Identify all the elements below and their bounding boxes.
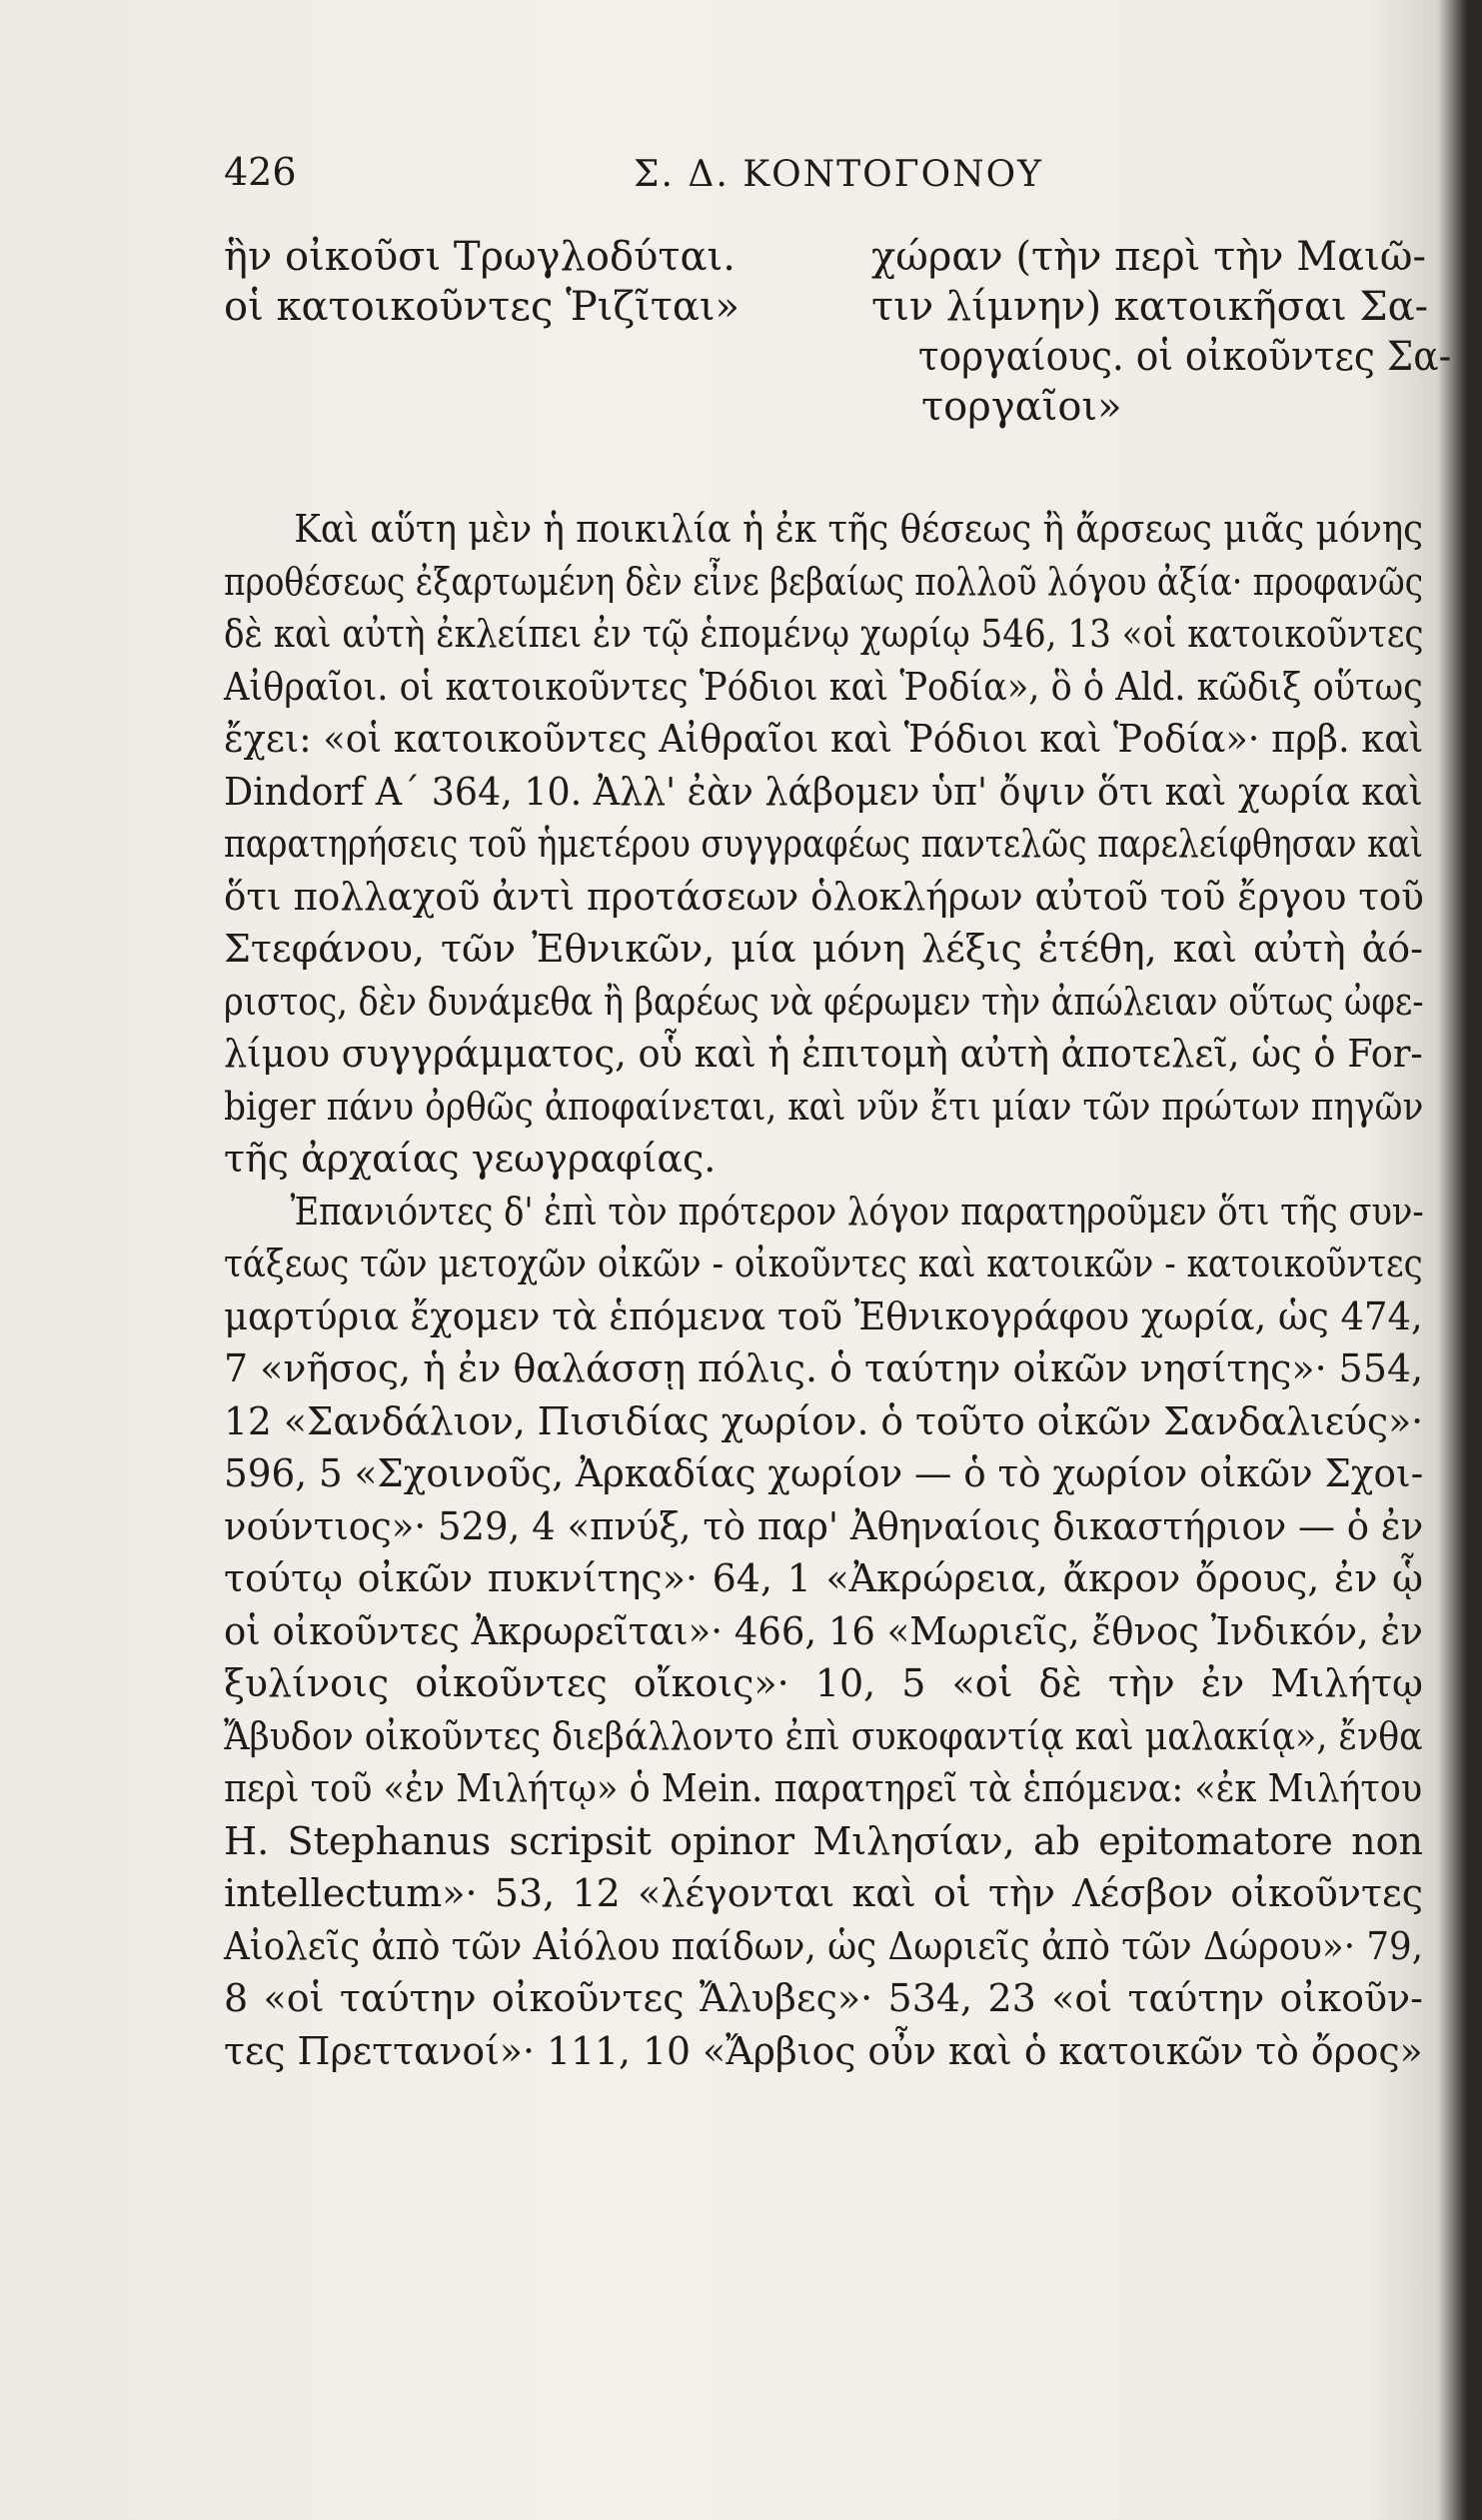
quote-columns — [224, 232, 1452, 482]
text-line: δὲ καὶ αὐτὴ ἐκλείπει ἐν τῷ ἑπομένῳ χωρίῳ 546, 13 «οἱ κατοικοῦντες — [224, 612, 1424, 656]
quote-line: τιν λίμνην) κατοικῆσαι Σα- — [871, 284, 1429, 330]
quote-line: ἣν οἰκοῦσι Τρωγλοδύται. — [224, 234, 736, 280]
running-title: Σ. Δ. ΚΟΝΤΟΓΟΝΟΥ — [634, 154, 1043, 195]
quote-line: οἱ κατοικοῦντες Ῥιζῖται» — [224, 284, 741, 330]
text-line: intellectum»· 53, 12 «λέγονται καὶ οἱ τὴν Λέσβον οἰκοῦντες — [224, 1871, 1423, 1915]
text-line: 7 «νῆσος, ἡ ἐν θαλάσσῃ πόλις. ὁ ταύτην οἰκῶν νησίτης»· 554, — [224, 1346, 1424, 1390]
quote-column-left — [224, 232, 823, 332]
text-line: 8 «οἱ ταύτην οἰκοῦντες Ἄλυβες»· 534, 23 «οἱ ταύτην οἰκοῦν- — [224, 1976, 1423, 2020]
text-line: ἔχει: «οἱ κατοικοῦντες Αἰθραῖοι καὶ Ῥόδιοι καὶ Ῥοδία»· πρβ. καὶ — [224, 717, 1424, 761]
text-line: παρατηρήσεις τοῦ ἡμετέρου συγγραφέως παντελῶς παρελείφθησαν καὶ — [224, 822, 1424, 866]
page-header — [224, 150, 1392, 210]
quote-line: τοργαίους. οἱ οἰκοῦντες Σα- — [917, 334, 1452, 380]
text-line: τάξεως τῶν μετοχῶν οἰκῶν - οἰκοῦντες καὶ κατοικῶν - κατοικοῦντες — [224, 1242, 1423, 1285]
text-line: Στεφάνου, τῶν Ἐθνικῶν, μία μόνη λέξις ἐτέθη, καὶ αὐτὴ ἀό- — [224, 927, 1423, 971]
text-line: ξυλίνοις οἰκοῦντες οἴκοις»· 10, 5 «οἱ δὲ τὴν ἐν Μιλήτῳ — [224, 1661, 1423, 1705]
text-line: οἱ οἰκοῦντες Ἀκρωρεῖται»· 466, 16 «Μωριεῖς, ἔθνος Ἰνδικόν, ἐν — [224, 1608, 1423, 1653]
text-line: τες Πρεττανοί»· 111, 10 «Ἄρβιος οὖν καὶ ὁ κατοικῶν τὸ ὄρος» — [224, 2028, 1423, 2073]
text-line: Ἄβυδον οἰκοῦντες διεβάλλοντο ἐπὶ συκοφαντίᾳ καὶ μαλακίᾳ», ἔνθα — [224, 1713, 1423, 1758]
text-line: λίμου συγγράμματος, οὗ καὶ ἡ ἐπιτομὴ αὐτὴ ἀποτελεῖ, ὡς ὁ For- — [224, 1032, 1423, 1076]
text-line: H. Stephanus scripsit opinor Μιλησίαν, ab epitomatore non — [224, 1818, 1423, 1863]
text-line: 12 «Σανδάλιον, Πισιδίας χωρίον. ὁ τοῦτο οἰκῶν Σανδαλιεύς»· — [224, 1398, 1424, 1443]
text-line: τῆς ἀρχαίας γεωγραφίας. — [224, 1137, 717, 1181]
text-line: 596, 5 «Σχοινοῦς, Ἀρκαδίας χωρίον — ὁ τὸ χωρίον οἰκῶν Σχοι- — [224, 1451, 1424, 1495]
text-line: Καὶ αὕτη μὲν ἡ ποικιλία ἡ ἐκ τῆς θέσεως ἢ ἄρσεως μιᾶς μόνης — [294, 507, 1424, 551]
text-line: προθέσεως ἐξαρτωμένη δὲν εἶνε βεβαίως πολλοῦ λόγου ἀξία· προφανῶς — [224, 559, 1424, 604]
page-number: 426 — [224, 150, 297, 194]
text-line: τούτῳ οἰκῶν πυκνίτης»· 64, 1 «Ἀκρώρεια, ἄκρον ὄρους, ἐν ᾧ — [224, 1556, 1423, 1600]
text-line: biger πάνυ ὀρθῶς ἀποφαίνεται, καὶ νῦν ἔτι μίαν τῶν πρώτων πηγῶν — [224, 1084, 1424, 1129]
body-text — [224, 503, 1423, 2077]
text-line: Αἰθραῖοι. οἱ κατοικοῦντες Ῥόδιοι καὶ Ῥοδία», ὃ ὁ Ald. κῶδιξ οὕτως — [224, 664, 1423, 709]
text-line: ριστος, δὲν δυνάμεθα ἢ βαρέως νὰ φέρωμεν τὴν ἀπώλειαν οὕτως ὠφε- — [224, 979, 1424, 1024]
text-line: μαρτύρια ἔχομεν τὰ ἑπόμενα τοῦ Ἐθνικογράφου χωρία, ὡς 474, — [224, 1293, 1423, 1338]
text-line: περὶ τοῦ «ἐν Μιλήτῳ» ὁ Mein. παρατηρεῖ τὰ ἑπόμενα: «ἐκ Μιλήτου — [224, 1766, 1423, 1810]
quote-line: χώραν (τὴν περὶ τὴν Μαιῶ- — [871, 234, 1426, 280]
text-line: νούντιος»· 529, 4 «πνύξ, τὸ παρ' Ἀθηναίοις δικαστήριον — ὁ ἐν — [224, 1503, 1424, 1548]
text-line: Ἐπανιόντες δ' ἐπὶ τὸν πρότερον λόγον παρατηροῦμεν ὅτι τῆς συν- — [290, 1189, 1424, 1234]
quote-column-right — [871, 232, 1451, 432]
text-line: ὅτι πολλαχοῦ ἀντὶ προτάσεων ὁλοκλήρων αὐτοῦ τοῦ ἔργου τοῦ — [224, 874, 1424, 919]
text-line: Αἰολεῖς ἀπὸ τῶν Αἰόλου παίδων, ὡς Δωριεῖς ἀπὸ τῶν Δώρου»· 79, — [224, 1923, 1424, 1968]
text-line: Dindorf A΄ 364, 10. Ἀλλ' ἐὰν λάβομεν ὑπ' ὄψιν ὅτι καὶ χωρία καὶ — [224, 769, 1423, 814]
quote-line: τοργαῖοι» — [921, 384, 1122, 430]
